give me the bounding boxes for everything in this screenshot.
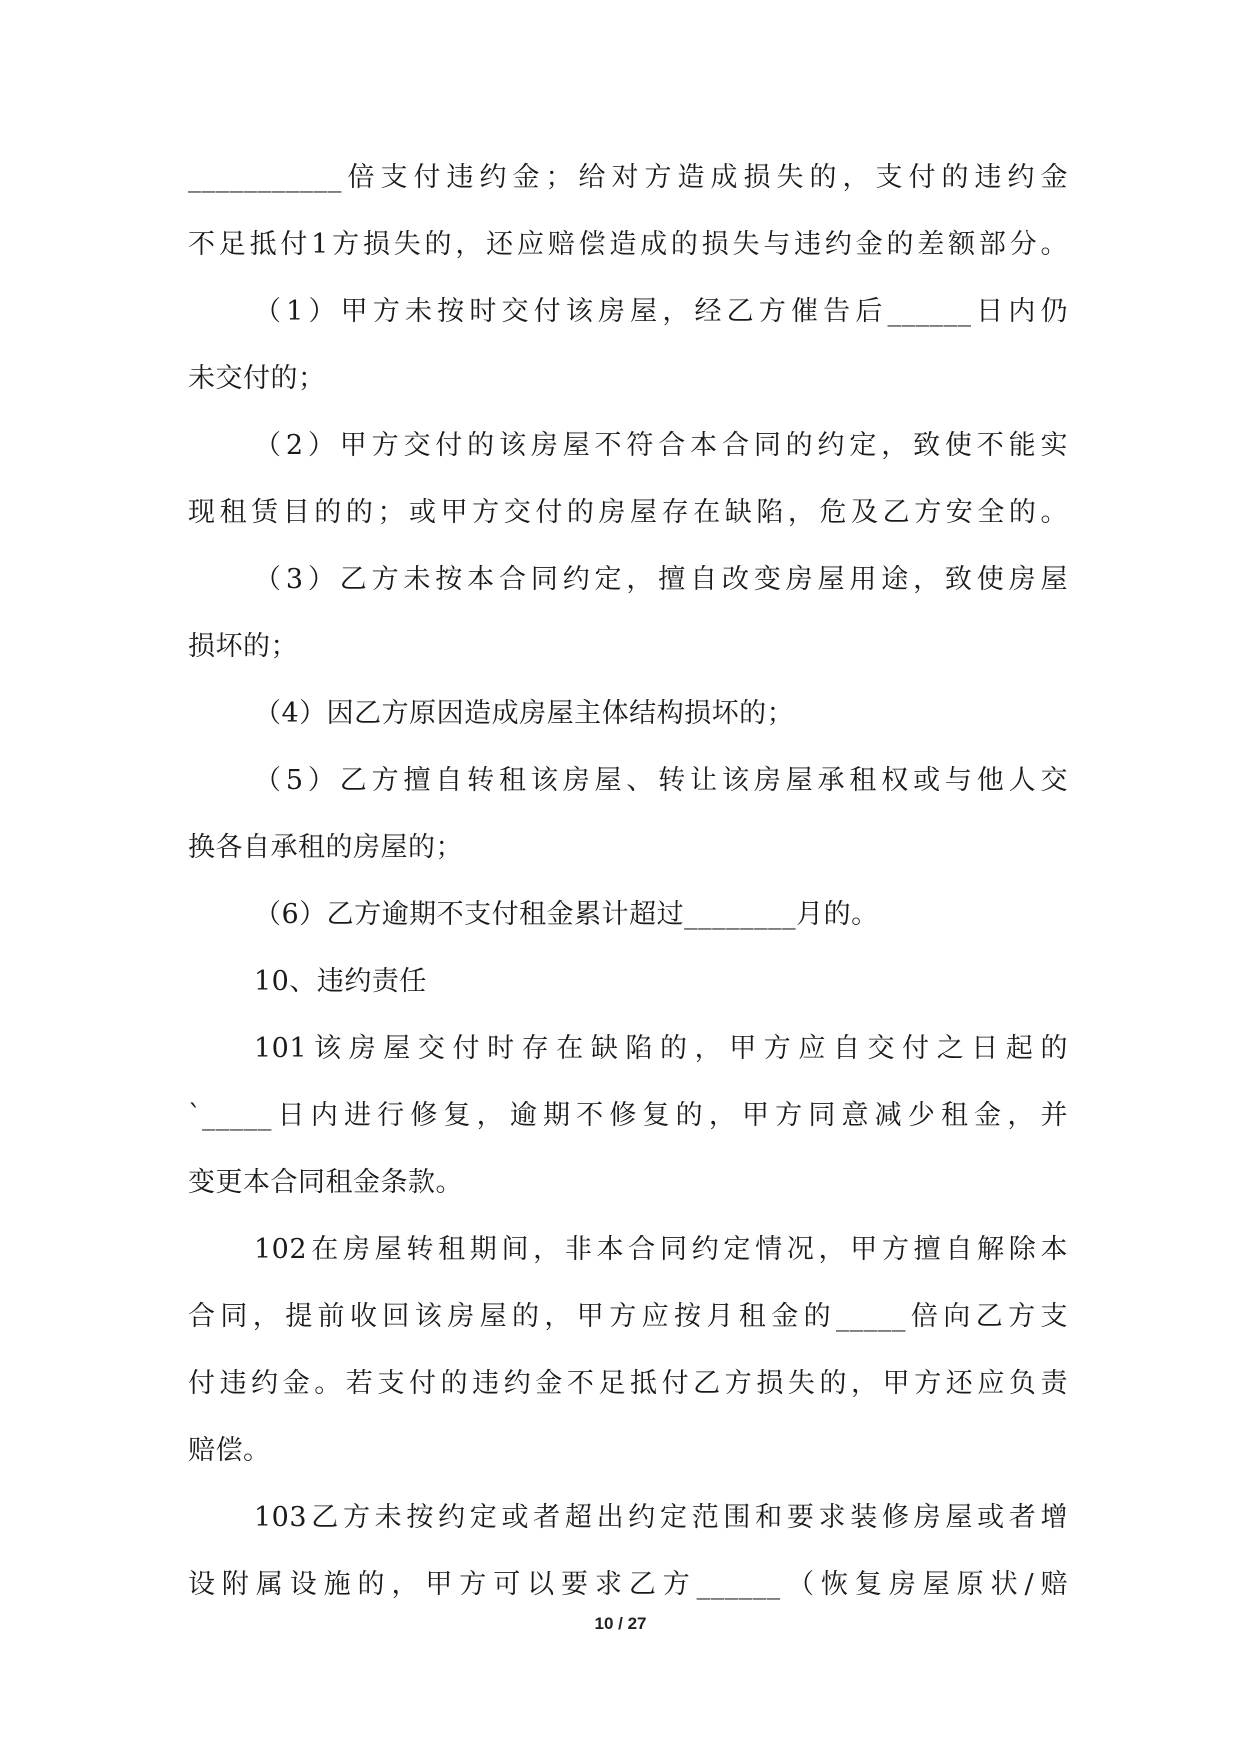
text-line: 101该房屋交付时存在缺陷的，甲方应自交付之日起的 [254, 1033, 1068, 1064]
text-line: `_____日内进行修复，逾期不修复的，甲方同意减少租金，并 [188, 1100, 1068, 1131]
text-line: 现租赁目的的；或甲方交付的房屋存在缺陷，危及乙方安全的。 [188, 497, 1068, 528]
text-line: （4）因乙方原因造成房屋主体结构损坏的； [254, 698, 795, 729]
text-line: 不足抵付1方损失的，还应赔偿造成的损失与违约金的差额部分。 [188, 229, 1068, 260]
text-line: （1）甲方未按时交付该房屋，经乙方催告后______日内仍 [254, 296, 1068, 327]
text-line: ___________倍支付违约金；给对方造成损失的，支付的违约金 [188, 162, 1068, 193]
text-line: 103乙方未按约定或者超出约定范围和要求装修房屋或者增 [254, 1502, 1068, 1533]
text-line: 付违约金。若支付的违约金不足抵付乙方损失的，甲方还应负责 [188, 1368, 1068, 1399]
text-line: 设附属设施的，甲方可以要求乙方______（恢复房屋原状/赔 [188, 1569, 1068, 1600]
page-number: 10 / 27 [594, 1614, 647, 1633]
text-line: 合同，提前收回该房屋的，甲方应按月租金的_____倍向乙方支 [188, 1301, 1068, 1332]
document-body [188, 160, 1068, 1634]
text-line: 换各自承租的房屋的； [188, 832, 463, 863]
text-line: 损坏的； [188, 631, 298, 662]
text-line: 赔偿。 [188, 1435, 271, 1466]
text-line: 变更本合同租金条款。 [188, 1167, 463, 1198]
text-line: 102在房屋转租期间，非本合同约定情况，甲方擅自解除本 [254, 1234, 1068, 1265]
text-line: （3）乙方未按本合同约定，擅自改变房屋用途，致使房屋 [254, 564, 1068, 595]
text-line: （6）乙方逾期不支付租金累计超过________月的。 [254, 899, 879, 930]
text-line: 未交付的； [188, 363, 326, 394]
text-line: （2）甲方交付的该房屋不符合本合同的约定，致使不能实 [254, 430, 1068, 461]
text-line: （5）乙方擅自转租该房屋、转让该房屋承租权或与他人交 [254, 765, 1068, 796]
section-heading: 10、违约责任 [254, 966, 427, 997]
